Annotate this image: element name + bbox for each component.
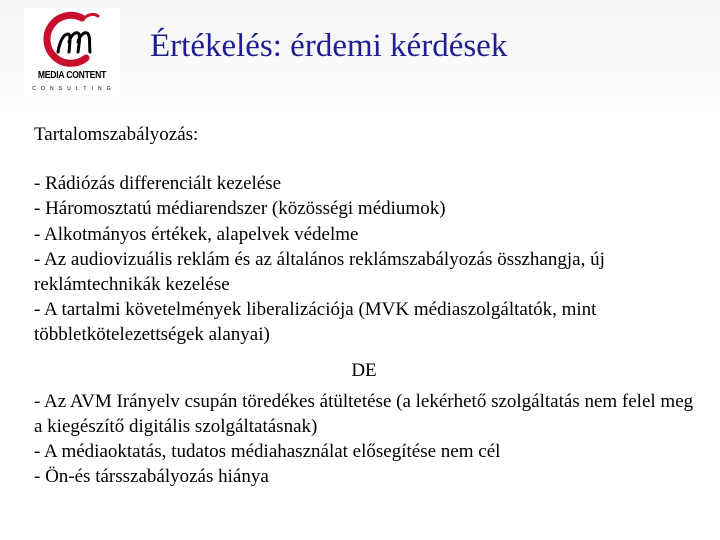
list-item: - Az AVM Irányelv csupán töredékes átültetése (a lekérhető szolgáltatás nem felel meg a kiegészítő digitális szolgáltatásnak) — [34, 390, 694, 438]
list-item: - A tartalmi követelmények liberalizációja (MVK médiaszolgáltatók, mint többletkötelezettségek alanyai) — [34, 299, 597, 346]
list-item: - Az audiovizuális reklám és az általános reklámszabályozás összhangja, új reklámtechnikák kezelése — [34, 248, 605, 296]
list-item: - Rádiózás differenciált kezelése — [34, 173, 282, 195]
list-item: - Ön-és társszabályozás hiánya — [34, 466, 269, 488]
cm-monogram-icon — [24, 8, 120, 70]
slide-content — [34, 122, 694, 490]
slide-title: Értékelés: érdemi kérdések — [150, 28, 508, 64]
list-item: - Alkotmányos értékek, alapelvek védelme — [34, 223, 359, 245]
media-content-logo — [24, 8, 120, 94]
logo-subtitle: CONSULTING — [32, 86, 116, 92]
list-item: - A médiaoktatás, tudatos médiahasználat elősegítése nem cél — [34, 441, 501, 463]
separator-text: DE — [351, 359, 377, 381]
section-heading: Tartalomszabályozás: — [34, 124, 199, 145]
list-item: - Háromosztatú médiarendszer (közösségi médiumok) — [34, 198, 446, 220]
logo-name: MEDIA CONTENT — [37, 69, 107, 81]
